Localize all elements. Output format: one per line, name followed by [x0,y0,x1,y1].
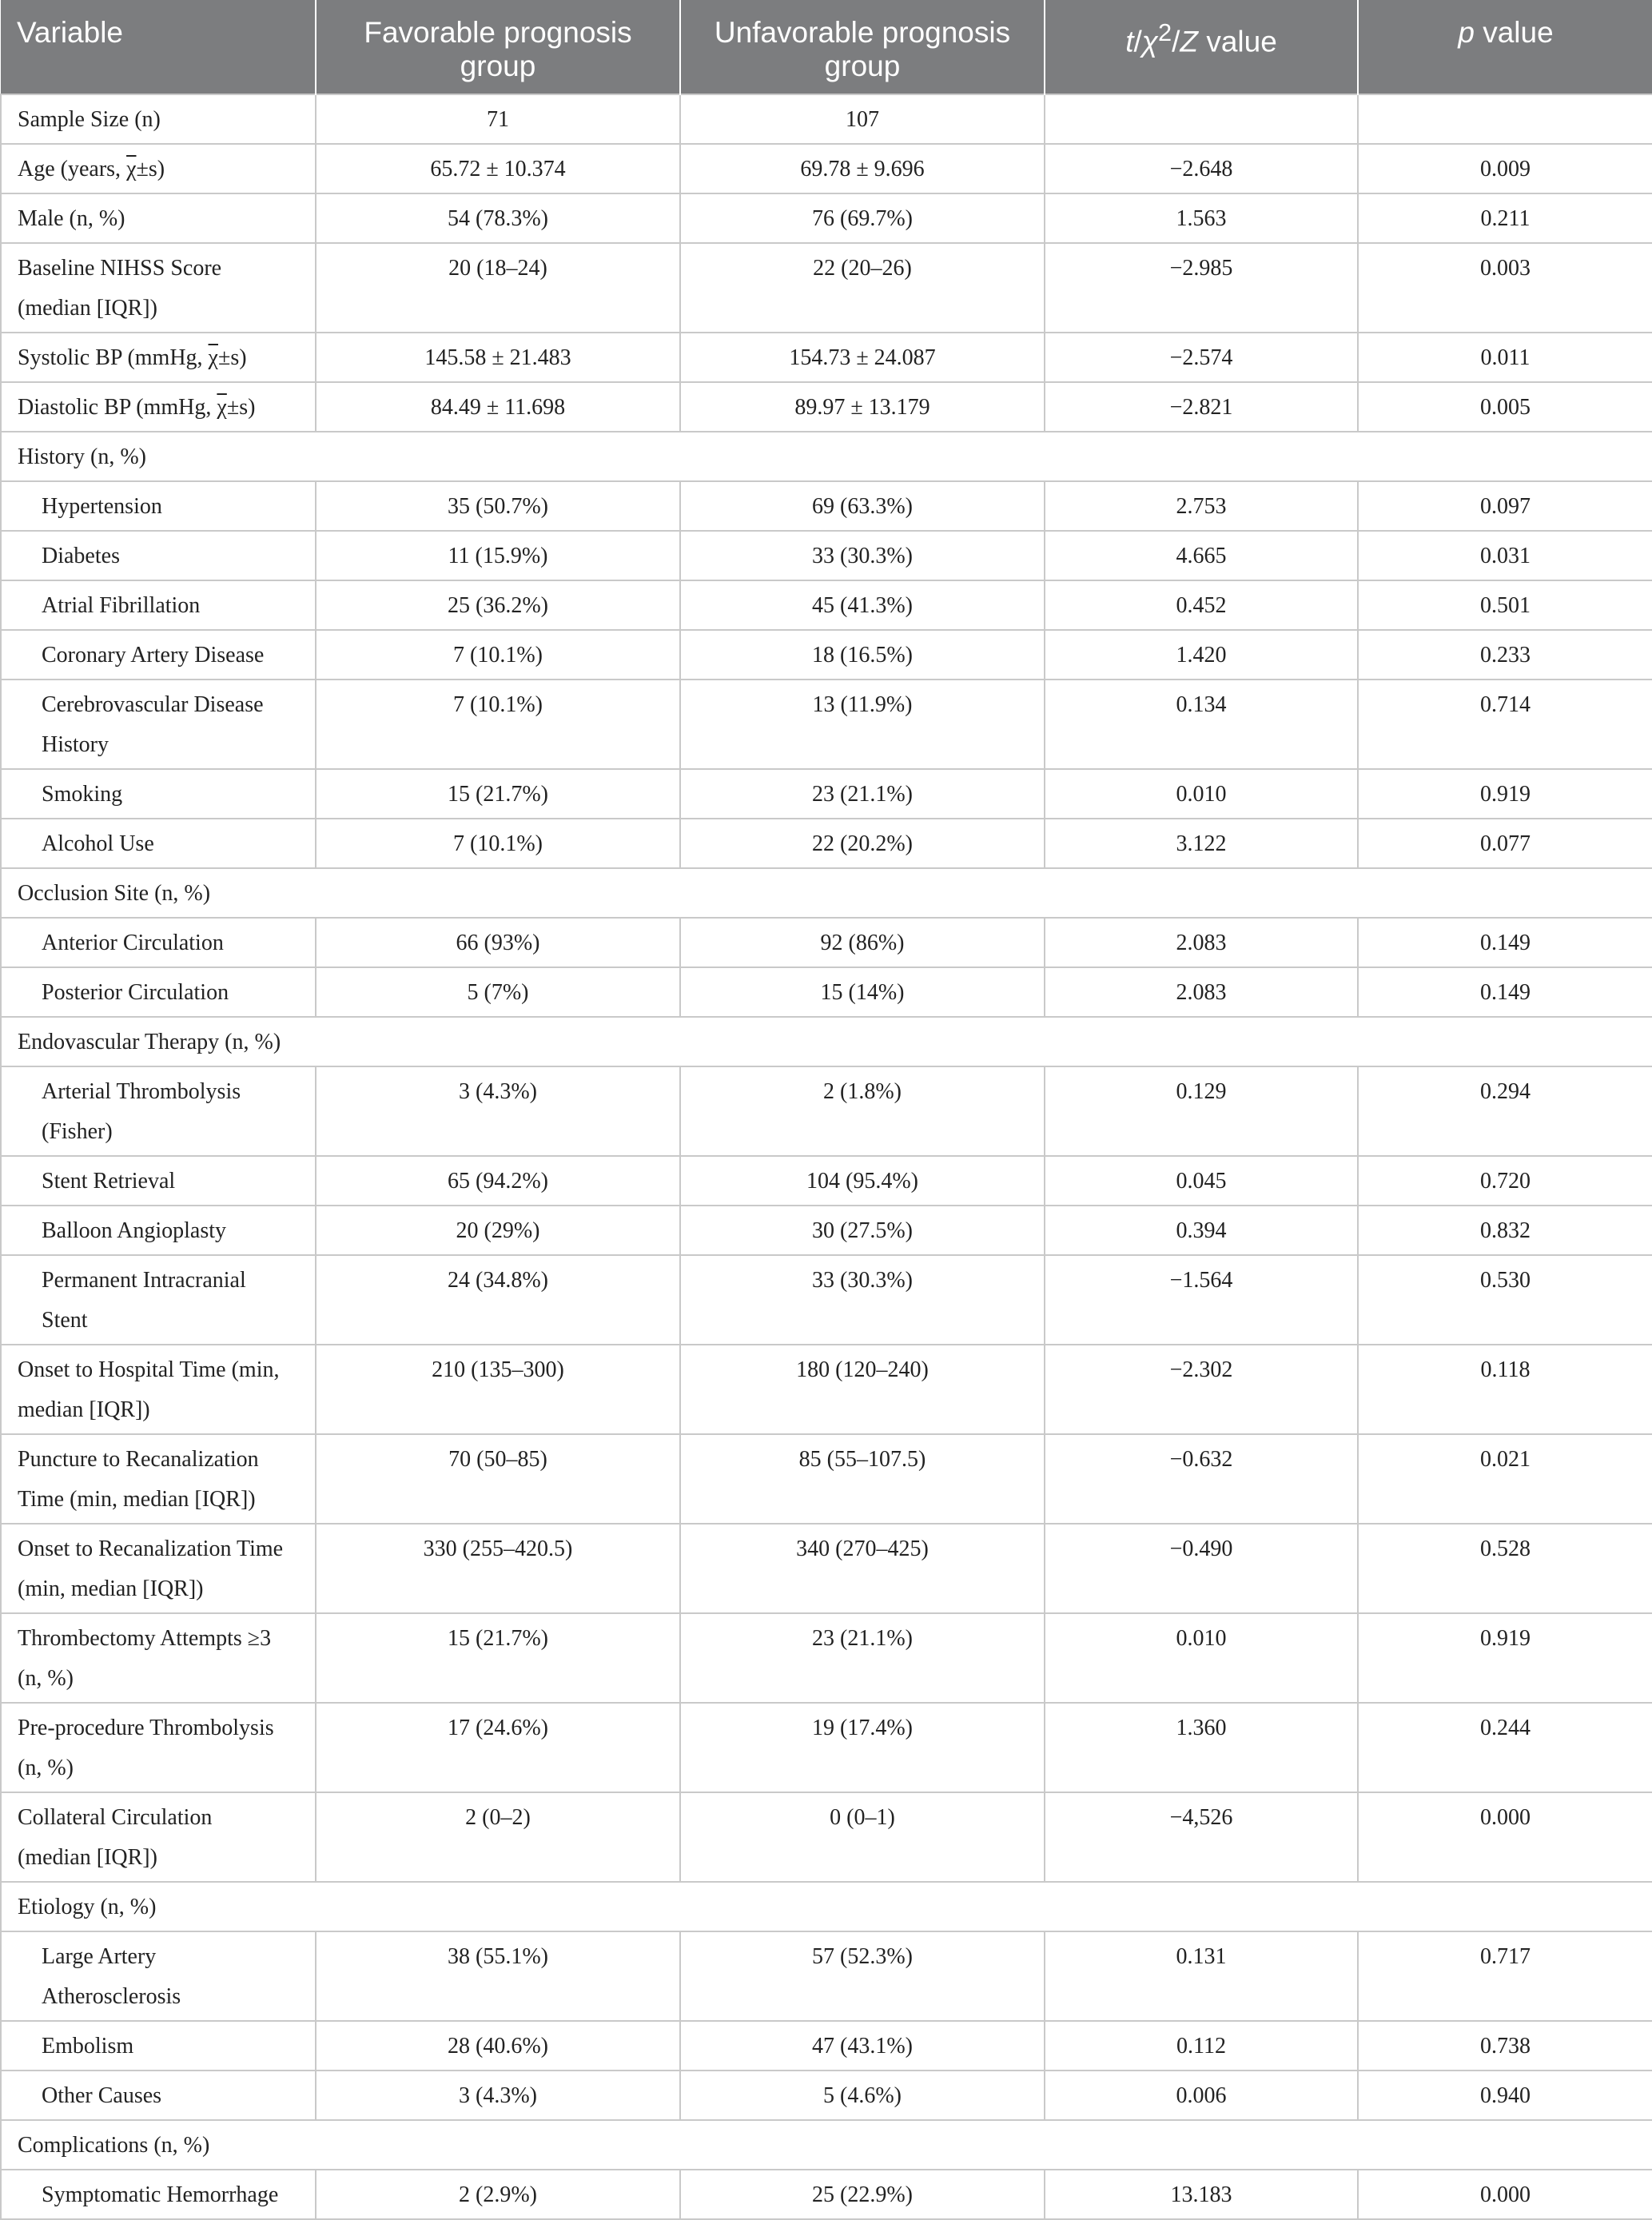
p-value: 0.233 [1358,630,1652,680]
header-p-value [1358,0,1652,94]
p-value: 0.720 [1358,1156,1652,1206]
favorable-value: 17 (24.6%) [316,1703,680,1792]
row-label [1,243,316,333]
unfavorable-value: 33 (30.3%) [680,531,1045,580]
row-label-line1: Collateral Circulation [18,1805,213,1830]
statistic-value: 2.083 [1045,918,1358,967]
row-label [1,1255,316,1345]
row-label: Hypertension [1,481,316,531]
p-value: 0.009 [1358,144,1652,193]
row-label [1,144,316,193]
favorable-value: 70 (50–85) [316,1434,680,1524]
row-label: Sample Size (n) [1,94,316,144]
header-stat-suffix: value [1206,25,1277,58]
row-label-line1: Onset to Recanalization Time [18,1536,284,1561]
table-row [1,1345,1652,1434]
favorable-value: 3 (4.3%) [316,1066,680,1156]
favorable-value: 2 (2.9%) [316,2170,680,2219]
table-row [1,769,1652,819]
row-label [1,1931,316,2021]
unfavorable-value: 47 (43.1%) [680,2021,1045,2071]
favorable-value: 20 (18–24) [316,243,680,333]
table-row [1,918,1652,967]
statistic-value: −2.648 [1045,144,1358,193]
unfavorable-value: 69.78 ± 9.696 [680,144,1045,193]
row-label-line1: Thrombectomy Attempts ≥3 [18,1626,272,1651]
row-label-mean-symbol: $\overline{\chi}$ [126,157,137,181]
p-value: 0.118 [1358,1345,1652,1434]
row-label-line2: Atherosclerosis [42,1984,181,2009]
statistic-value: 0.394 [1045,1206,1358,1255]
favorable-value: 11 (15.9%) [316,531,680,580]
row-label-line1: Cerebrovascular Disease [42,692,264,717]
section-row [1,1017,1652,1066]
row-label [1,1703,316,1792]
unfavorable-value: 340 (270–425) [680,1524,1045,1613]
p-value: 0.211 [1358,193,1652,243]
row-label: Posterior Circulation [1,967,316,1017]
table-row [1,94,1652,144]
favorable-value: 2 (0–2) [316,1792,680,1882]
row-label [1,1066,316,1156]
table-row [1,819,1652,868]
section-label-history: History (n, %) [1,432,1652,481]
unfavorable-value: 180 (120–240) [680,1345,1045,1434]
favorable-value: 5 (7%) [316,967,680,1017]
unfavorable-value: 25 (22.9%) [680,2170,1045,2219]
row-label-line1: Puncture to Recanalization [18,1447,259,1472]
unfavorable-value: 45 (41.3%) [680,580,1045,630]
table-row [1,2170,1652,2219]
table-row [1,1206,1652,1255]
header-favorable: Favorable prognosis group [316,0,680,94]
unfavorable-value: 2 (1.8%) [680,1066,1045,1156]
statistic-value: 0.045 [1045,1156,1358,1206]
p-value: 0.528 [1358,1524,1652,1613]
unfavorable-value: 22 (20–26) [680,243,1045,333]
statistic-value: 2.083 [1045,967,1358,1017]
row-label: Balloon Angioplasty [1,1206,316,1255]
table-row [1,1524,1652,1613]
p-value: 0.000 [1358,2170,1652,2219]
row-label: Other Causes [1,2071,316,2120]
header-p-suffix: value [1483,16,1554,49]
table-row [1,481,1652,531]
section-row [1,1882,1652,1931]
statistic-value: −2.985 [1045,243,1358,333]
header-stat-t: t [1125,25,1134,58]
unfavorable-value: 33 (30.3%) [680,1255,1045,1345]
table-row [1,2071,1652,2120]
unfavorable-value: 22 (20.2%) [680,819,1045,868]
row-label-line2: Stent [42,1308,88,1333]
p-value: 0.714 [1358,680,1652,769]
p-value: 0.717 [1358,1931,1652,2021]
header-statistic: $t/\chi^2/Z$ value [1045,0,1358,94]
favorable-value: 3 (4.3%) [316,2071,680,2120]
row-label-line2: (Fisher) [42,1119,113,1144]
statistic-value: 0.131 [1045,1931,1358,2021]
p-value: 0.530 [1358,1255,1652,1345]
row-label-line2: (median [IQR]) [18,296,157,321]
p-value: 0.011 [1358,333,1652,382]
table-row [1,382,1652,432]
statistic-value: 0.134 [1045,680,1358,769]
row-label-line1: Arterial Thrombolysis [42,1079,241,1104]
p-value: 0.005 [1358,382,1652,432]
statistic-value: 13.183 [1045,2170,1358,2219]
statistic-value: −2.302 [1045,1345,1358,1434]
row-label: Alcohol Use [1,819,316,868]
row-label: Anterior Circulation [1,918,316,967]
unfavorable-value: 154.73 ± 24.087 [680,333,1045,382]
favorable-value: 65.72 ± 10.374 [316,144,680,193]
header-variable: Variable [1,0,316,94]
header-unfavorable: Unfavorable prognosis group [680,0,1045,94]
p-value: 0.244 [1358,1703,1652,1792]
favorable-value: 7 (10.1%) [316,680,680,769]
row-label: Smoking [1,769,316,819]
p-value: 0.294 [1358,1066,1652,1156]
table-row [1,680,1652,769]
section-label-endovascular-therapy: Endovascular Therapy (n, %) [1,1017,1652,1066]
row-label-pre: Systolic BP (mmHg, [18,345,209,370]
unfavorable-value: 57 (52.3%) [680,1931,1045,2021]
unfavorable-value: 5 (4.6%) [680,2071,1045,2120]
table-row [1,580,1652,630]
row-label-line1: Baseline NIHSS Score [18,256,222,281]
p-value: 0.919 [1358,1613,1652,1703]
p-value: 0.021 [1358,1434,1652,1524]
section-row [1,2120,1652,2170]
row-label-mean-symbol: $\overline{\chi}$ [208,345,218,370]
statistic-value: −2.821 [1045,382,1358,432]
statistic-value [1045,94,1358,144]
unfavorable-value: 15 (14%) [680,967,1045,1017]
favorable-value: 24 (34.8%) [316,1255,680,1345]
row-label-line2: Time (min, median [IQR]) [18,1487,256,1512]
row-label [1,333,316,382]
table-row [1,1792,1652,1882]
statistic-value: 0.129 [1045,1066,1358,1156]
unfavorable-value: 69 (63.3%) [680,481,1045,531]
unfavorable-value: 23 (21.1%) [680,769,1045,819]
row-label-pre: Diastolic BP (mmHg, [18,395,217,420]
p-value: 0.003 [1358,243,1652,333]
section-label-complications: Complications (n, %) [1,2120,1652,2170]
row-label: Coronary Artery Disease [1,630,316,680]
statistic-value: 4.665 [1045,531,1358,580]
favorable-value: 25 (36.2%) [316,580,680,630]
row-label-line1: Large Artery [42,1944,157,1969]
statistic-value: 1.563 [1045,193,1358,243]
table-row [1,2021,1652,2071]
header-p-italic: p [1458,16,1475,49]
row-label-post: ±s) [136,157,165,181]
row-label [1,1524,316,1613]
statistic-value: 1.420 [1045,630,1358,680]
table-row [1,193,1652,243]
p-value: 0.031 [1358,531,1652,580]
row-label [1,1792,316,1882]
p-value: 0.832 [1358,1206,1652,1255]
p-value: 0.940 [1358,2071,1652,2120]
table-header [1,0,1652,94]
table-row [1,967,1652,1017]
row-label [1,680,316,769]
header-stat-z: Z [1180,25,1199,58]
statistic-value: −2.574 [1045,333,1358,382]
unfavorable-value: 107 [680,94,1045,144]
p-value: 0.149 [1358,918,1652,967]
header-stat-chi: χ [1141,25,1158,58]
favorable-value: 330 (255–420.5) [316,1524,680,1613]
table-row [1,144,1652,193]
row-label [1,382,316,432]
unfavorable-value: 89.97 ± 13.179 [680,382,1045,432]
row-label-line1: Pre-procedure Thrombolysis [18,1716,274,1740]
favorable-value: 84.49 ± 11.698 [316,382,680,432]
unfavorable-value: 0 (0–1) [680,1792,1045,1882]
table-row [1,1434,1652,1524]
row-label-line2: (n, %) [18,1666,74,1691]
row-label: Male (n, %) [1,193,316,243]
row-label-line2: (n, %) [18,1756,74,1780]
table-row [1,1931,1652,2021]
table-row [1,1156,1652,1206]
row-label-line1: Permanent Intracranial [42,1268,246,1293]
row-label [1,1345,316,1434]
row-label: Symptomatic Hemorrhage [1,2170,316,2219]
favorable-value: 65 (94.2%) [316,1156,680,1206]
favorable-value: 35 (50.7%) [316,481,680,531]
section-label-etiology: Etiology (n, %) [1,1882,1652,1931]
favorable-value: 15 (21.7%) [316,1613,680,1703]
table-row [1,333,1652,382]
statistic-value: 1.360 [1045,1703,1358,1792]
statistic-value: 0.452 [1045,580,1358,630]
table-body [1,94,1652,2219]
unfavorable-value: 30 (27.5%) [680,1206,1045,1255]
statistic-value: −0.490 [1045,1524,1358,1613]
header-stat-sup: 2 [1157,18,1172,46]
p-value: 0.097 [1358,481,1652,531]
statistic-value: −4,526 [1045,1792,1358,1882]
statistic-value: 0.010 [1045,769,1358,819]
row-label-line2: median [IQR]) [18,1397,150,1422]
statistic-value: 2.753 [1045,481,1358,531]
row-label-mean-symbol: $\overline{\chi}$ [217,395,227,420]
section-label-occlusion-site: Occlusion Site (n, %) [1,868,1652,918]
section-row [1,432,1652,481]
unfavorable-value: 23 (21.1%) [680,1613,1045,1703]
table-row [1,1703,1652,1792]
favorable-value: 20 (29%) [316,1206,680,1255]
table-row [1,1613,1652,1703]
favorable-value: 38 (55.1%) [316,1931,680,2021]
p-value: 0.501 [1358,580,1652,630]
table-row [1,1255,1652,1345]
unfavorable-value: 13 (11.9%) [680,680,1045,769]
statistic-value: 0.112 [1045,2021,1358,2071]
row-label [1,1434,316,1524]
p-value: 0.000 [1358,1792,1652,1882]
p-value: 0.149 [1358,967,1652,1017]
row-label-pre: Age (years, [18,157,127,181]
p-value: 0.919 [1358,769,1652,819]
unfavorable-value: 92 (86%) [680,918,1045,967]
unfavorable-value: 85 (55–107.5) [680,1434,1045,1524]
favorable-value: 71 [316,94,680,144]
favorable-value: 54 (78.3%) [316,193,680,243]
table-row [1,243,1652,333]
row-label-line2: (median [IQR]) [18,1845,157,1870]
table-row [1,630,1652,680]
table-row [1,531,1652,580]
favorable-value: 7 (10.1%) [316,630,680,680]
p-value: 0.738 [1358,2021,1652,2071]
row-label: Embolism [1,2021,316,2071]
favorable-value: 15 (21.7%) [316,769,680,819]
row-label-post: ±s) [217,345,247,370]
favorable-value: 66 (93%) [316,918,680,967]
favorable-value: 7 (10.1%) [316,819,680,868]
row-label: Stent Retrieval [1,1156,316,1206]
statistic-value: −0.632 [1045,1434,1358,1524]
row-label-line2: (min, median [IQR]) [18,1576,204,1601]
p-value: 0.077 [1358,819,1652,868]
unfavorable-value: 19 (17.4%) [680,1703,1045,1792]
favorable-value: 28 (40.6%) [316,2021,680,2071]
row-label-line1: Onset to Hospital Time (min, [18,1357,280,1382]
favorable-value: 145.58 ± 21.483 [316,333,680,382]
row-label-post: ±s) [226,395,256,420]
row-label: Diabetes [1,531,316,580]
unfavorable-value: 76 (69.7%) [680,193,1045,243]
row-label-line2: History [42,732,109,757]
unfavorable-value: 104 (95.4%) [680,1156,1045,1206]
unfavorable-value: 18 (16.5%) [680,630,1045,680]
statistic-value: −1.564 [1045,1255,1358,1345]
table-row [1,1066,1652,1156]
favorable-value: 210 (135–300) [316,1345,680,1434]
statistic-value: 0.010 [1045,1613,1358,1703]
statistic-value: 0.006 [1045,2071,1358,2120]
section-row [1,868,1652,918]
p-value [1358,94,1652,144]
statistic-value: 3.122 [1045,819,1358,868]
row-label: Atrial Fibrillation [1,580,316,630]
row-label [1,1613,316,1703]
